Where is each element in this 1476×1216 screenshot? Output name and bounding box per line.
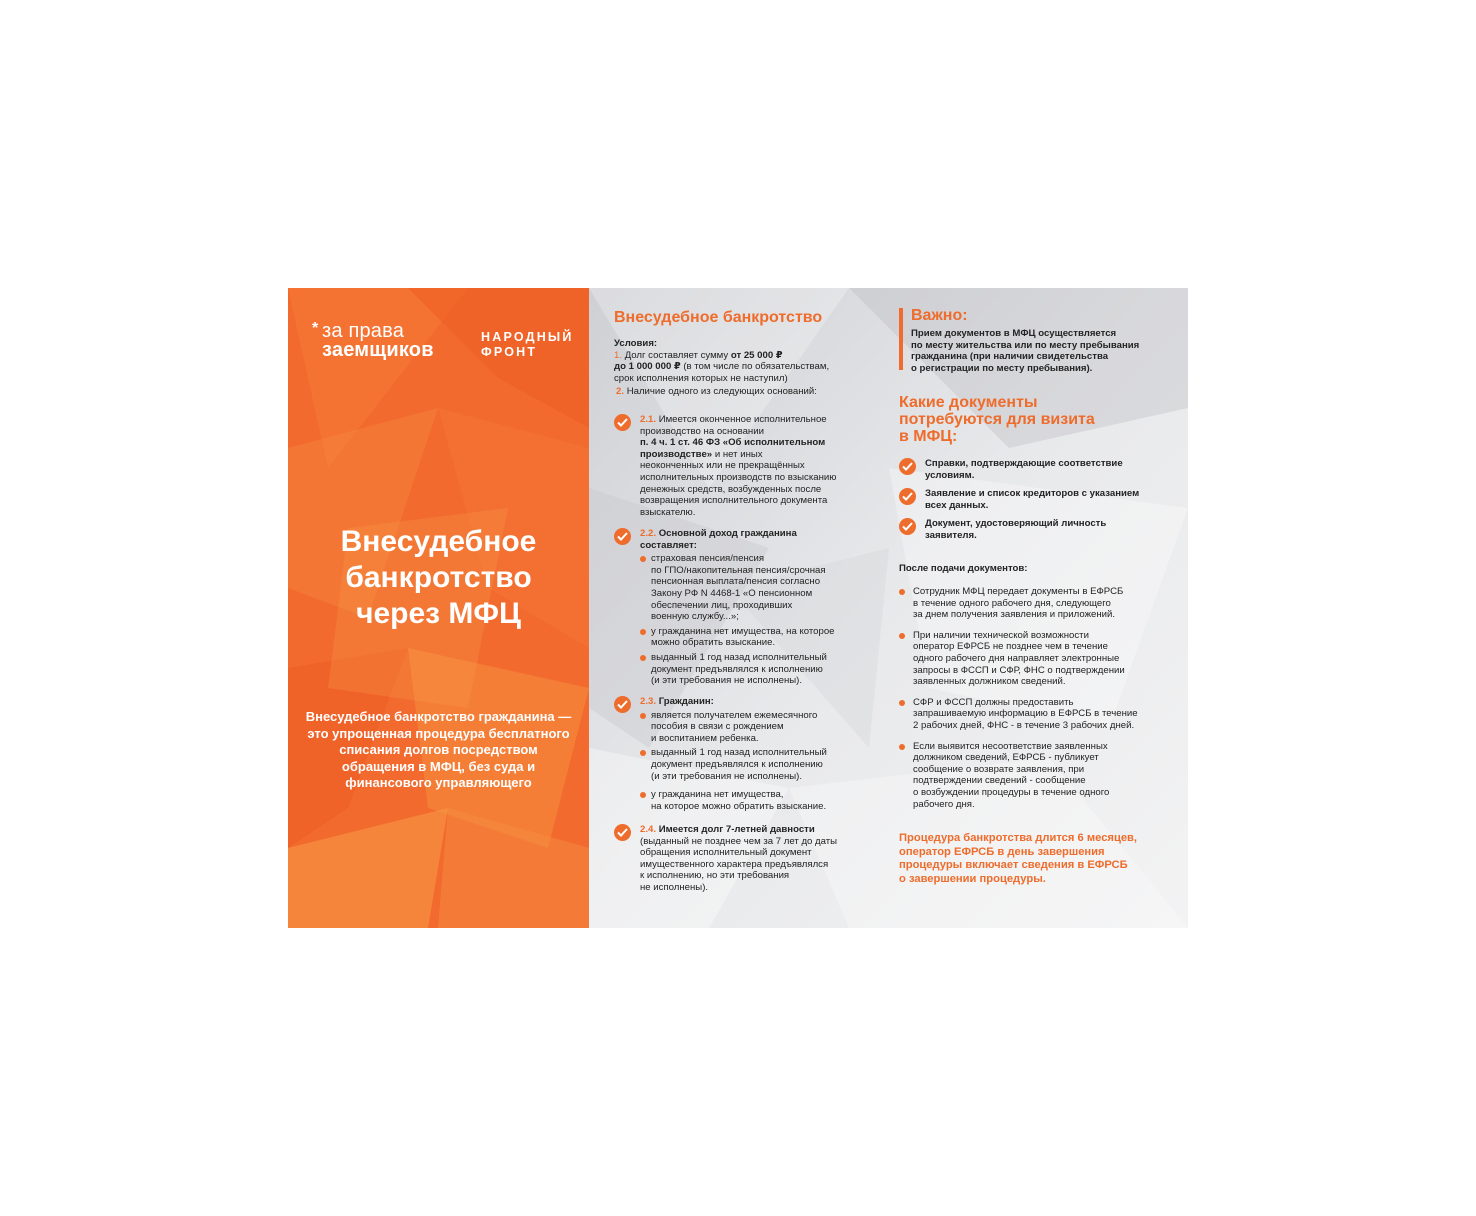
ground-2-1-l3: и нет иных xyxy=(714,448,763,460)
final-line: оператор ЕФРСБ в день завершения xyxy=(899,845,1105,858)
bullet-line: выданный 1 год назад исполнительный xyxy=(651,747,827,759)
ground-2-1-b2: производстве» xyxy=(640,448,713,460)
ground-2-1-l8: взыскателю. xyxy=(640,506,696,518)
after-line: заявленных должником сведений. xyxy=(913,676,1066,688)
doc-item-text xyxy=(925,458,1174,481)
list-item xyxy=(640,789,876,812)
bullet-line: и воспитанием ребенка. xyxy=(651,732,759,744)
after-line: 2 рабочих дней, ФНС - в течение 3 рабочих дней. xyxy=(913,719,1135,731)
ground-2-3-num: 2.3. xyxy=(640,696,657,707)
after-line: оператор ЕФРСБ не позднее чем в течение xyxy=(913,641,1108,653)
list-item xyxy=(640,747,876,782)
ground-2-4-text xyxy=(640,824,876,894)
ground-2-1-num: 2.1. xyxy=(640,414,657,425)
bullet-line: пособия в связи с рождением xyxy=(651,721,784,733)
doc-item-text xyxy=(925,518,1174,541)
bullet-line: страховая пенсия/пенсия xyxy=(651,553,765,565)
ground-2-1-l7: возвращения исполнительного документа xyxy=(640,495,828,507)
left-title-line: через МФЦ xyxy=(356,597,521,630)
left-panel xyxy=(288,288,589,928)
ground-2-1-l2: производство на основании xyxy=(640,425,764,437)
left-description: Внесудебное банкротство гражданина — это упрощенная процедура бесплатного списания долгов посредством обращения в МФЦ, без суда и финансового управляющего xyxy=(305,709,572,791)
logo-line-2: заемщиков xyxy=(322,339,434,361)
ground-2-2-text xyxy=(640,528,876,687)
bullet-line: на которое можно обратить взыскание. xyxy=(651,800,827,812)
important-accent-bar xyxy=(899,308,903,370)
condition-2-num: 2. xyxy=(616,386,625,398)
ground-2-4-line: не исполнены). xyxy=(640,881,709,893)
middle-column xyxy=(614,308,876,893)
condition-2-text: Наличие одного из следующих оснований: xyxy=(626,386,817,398)
conditions-label: Условия: xyxy=(614,338,658,349)
condition-1-bold2: до 1 000 000 ₽ xyxy=(614,361,681,373)
ground-2-1-b1: п. 4 ч. 1 ст. 46 ФЗ «Об исполнительном xyxy=(640,437,826,449)
final-line: процедуры включает сведения в ЕФРСБ xyxy=(899,859,1128,872)
ground-2-3-title: Гражданин: xyxy=(658,696,714,707)
after-line: запрашиваемую информацию в ЕФРСБ в течение xyxy=(913,708,1138,720)
bullet-line: (и эти требования не исполнены). xyxy=(651,770,803,782)
docs-title xyxy=(899,394,1095,445)
doc-line: условиям. xyxy=(925,469,975,481)
important-block xyxy=(899,306,1174,376)
condition-1-num: 1. xyxy=(614,349,623,361)
left-title xyxy=(288,524,589,632)
after-line: Сотрудник МФЦ передает документы в ЕФРСБ xyxy=(913,586,1124,597)
after-line: за днем получения заявления и приложений. xyxy=(913,609,1115,621)
middle-heading: Внесудебное банкротство xyxy=(614,309,823,326)
ground-2-3-text xyxy=(640,696,876,812)
right-panel xyxy=(589,288,1188,928)
logo-star: * xyxy=(312,320,319,337)
after-line: рабочего дня. xyxy=(913,798,975,810)
ground-2-1-l6: денежных средств, возбужденных после xyxy=(640,483,822,495)
list-item xyxy=(640,626,876,649)
bullet-line: Закону РФ N 4468-1 «О пенсионном xyxy=(651,587,813,599)
list-item xyxy=(899,741,1174,811)
bullet-line: документ предъявлялся к исполнению xyxy=(651,758,823,770)
list-item xyxy=(640,652,876,687)
logo-line-1: за права xyxy=(322,320,405,342)
check-icon xyxy=(899,458,916,475)
important-line: гражданина (при наличии свидетельства xyxy=(911,351,1109,363)
check-icon xyxy=(899,518,916,535)
ground-2-1-l5: исполнительных производств по взысканию xyxy=(640,471,837,483)
condition-1-line-2 xyxy=(614,361,876,373)
ground-2-2-num: 2.2. xyxy=(640,528,657,539)
list-item xyxy=(899,697,1174,732)
ground-2-4-line: к исполнению, но эти требования xyxy=(640,870,790,882)
left-title-line: банкротство xyxy=(345,561,532,594)
after-line: СФР и ФССП должны предоставить xyxy=(913,696,1074,708)
logo2-line-1: НАРОДНЫЙ xyxy=(481,330,574,344)
after-line: должником сведений, ЕФРСБ - публикует xyxy=(913,752,1099,764)
final-note xyxy=(899,832,1137,886)
after-line: запросы в ФССП и СФР, ФНС о подтверждении xyxy=(913,664,1125,676)
after-line: одного рабочего дня направляет электронные xyxy=(913,652,1120,664)
doc-item-text xyxy=(925,488,1174,511)
ground-2-4-num: 2.4. xyxy=(640,824,657,835)
docs-title-line: в МФЦ: xyxy=(899,428,958,445)
list-item xyxy=(640,710,876,745)
ground-2-4-line: (выданный не позднее чем за 7 лет до даты xyxy=(640,835,838,847)
docs-title-line: потребуются для визита xyxy=(899,411,1095,428)
list-item xyxy=(899,630,1174,688)
after-line: Если выявится несоответствие заявленных xyxy=(913,740,1108,752)
condition-2 xyxy=(614,386,876,398)
doc-line: Справки, подтверждающие соответствие xyxy=(925,458,1123,469)
conditions-block xyxy=(614,338,876,398)
bullet-line: можно обратить взыскание. xyxy=(651,637,776,649)
logo2-line-2: ФРОНТ xyxy=(481,345,538,359)
important-line: по месту жительства или по месту пребывания xyxy=(911,339,1140,351)
condition-1-bold: от 25 000 ₽ xyxy=(730,349,783,361)
ground-2-4-line: обращения исполнительный документ xyxy=(640,847,812,859)
final-line: Процедура банкротства длится 6 месяцев, xyxy=(899,832,1138,844)
bullet-line: у гражданина нет имущества, на которое xyxy=(651,625,835,637)
ground-2-4-line: имущественного характера предъявлялся xyxy=(640,858,829,870)
after-line: При наличии технической возможности xyxy=(913,629,1089,641)
doc-line: Документ, удостоверяющий личность xyxy=(925,518,1107,529)
condition-1-pre: Долг составляет сумму xyxy=(624,349,729,361)
after-list xyxy=(899,586,1174,810)
after-line: о возбуждении процедуры в течение одного xyxy=(913,786,1110,798)
bullet-line: документ предъявлялся к исполнению xyxy=(651,663,823,675)
bullet-line: по ГПО/накопительная пенсия/срочная xyxy=(651,564,826,576)
bullet-line: обеспечении лиц, проходивших xyxy=(651,599,793,611)
left-title-line: Внесудебное xyxy=(340,525,537,558)
bullet-line: (и эти требования не исполнены). xyxy=(651,675,803,687)
condition-1-post: (в том числе по обязательствам, xyxy=(683,361,830,373)
ground-2-1-text xyxy=(640,414,876,518)
ground-2-4-title: Имеется долг 7-летней давности xyxy=(658,824,815,835)
bullet-line: выданный 1 год назад исполнительный xyxy=(651,651,827,663)
za-prava-zaemshchikov-logo xyxy=(312,322,434,360)
docs-title-line: Какие документы xyxy=(899,394,1038,411)
after-title: После подачи документов: xyxy=(899,563,1028,574)
ground-2-2-title2: составляет: xyxy=(640,539,698,551)
bullet-line: является получателем ежемесячного xyxy=(651,709,818,721)
doc-line: всех данных. xyxy=(925,499,989,511)
check-icon xyxy=(614,824,631,841)
ground-2-2-title1: Основной доход гражданина xyxy=(658,528,797,539)
check-icon xyxy=(614,414,631,431)
final-line: о завершении процедуры. xyxy=(899,872,1046,885)
ground-2-1-l4: неоконченных или не прекращённых xyxy=(640,460,805,472)
bullet-line: пенсионная выплата/пенсия согласно xyxy=(651,576,821,588)
condition-1-post2: срок исполнения которых не наступил) xyxy=(614,372,788,384)
important-text xyxy=(911,328,1139,374)
ground-2-1-l1: Имеется оконченное исполнительное xyxy=(658,414,827,425)
check-icon xyxy=(899,488,916,505)
bullet-line: военную службу...»; xyxy=(651,611,739,623)
important-title: Важно: xyxy=(911,307,968,324)
after-line: подтверждении сведений - сообщение xyxy=(913,775,1086,787)
list-item xyxy=(899,586,1174,621)
after-line: в течение одного рабочего дня, следующего xyxy=(913,597,1111,609)
important-line: о регистрации по месту пребывания). xyxy=(911,362,1093,374)
doc-line: заявителя. xyxy=(925,529,977,541)
important-line: Прием документов в МФЦ осуществляется xyxy=(911,328,1117,339)
leaflet xyxy=(288,288,1188,928)
check-icon xyxy=(614,696,631,713)
check-icon xyxy=(614,528,631,545)
list-item xyxy=(640,553,876,623)
narodny-front-logo xyxy=(481,330,574,360)
after-line: сообщение о возврате заявления, при xyxy=(913,763,1085,775)
doc-line: Заявление и список кредиторов с указанием xyxy=(925,488,1140,499)
condition-1 xyxy=(614,350,876,362)
bullet-line: у гражданина нет имущества, xyxy=(651,789,784,801)
